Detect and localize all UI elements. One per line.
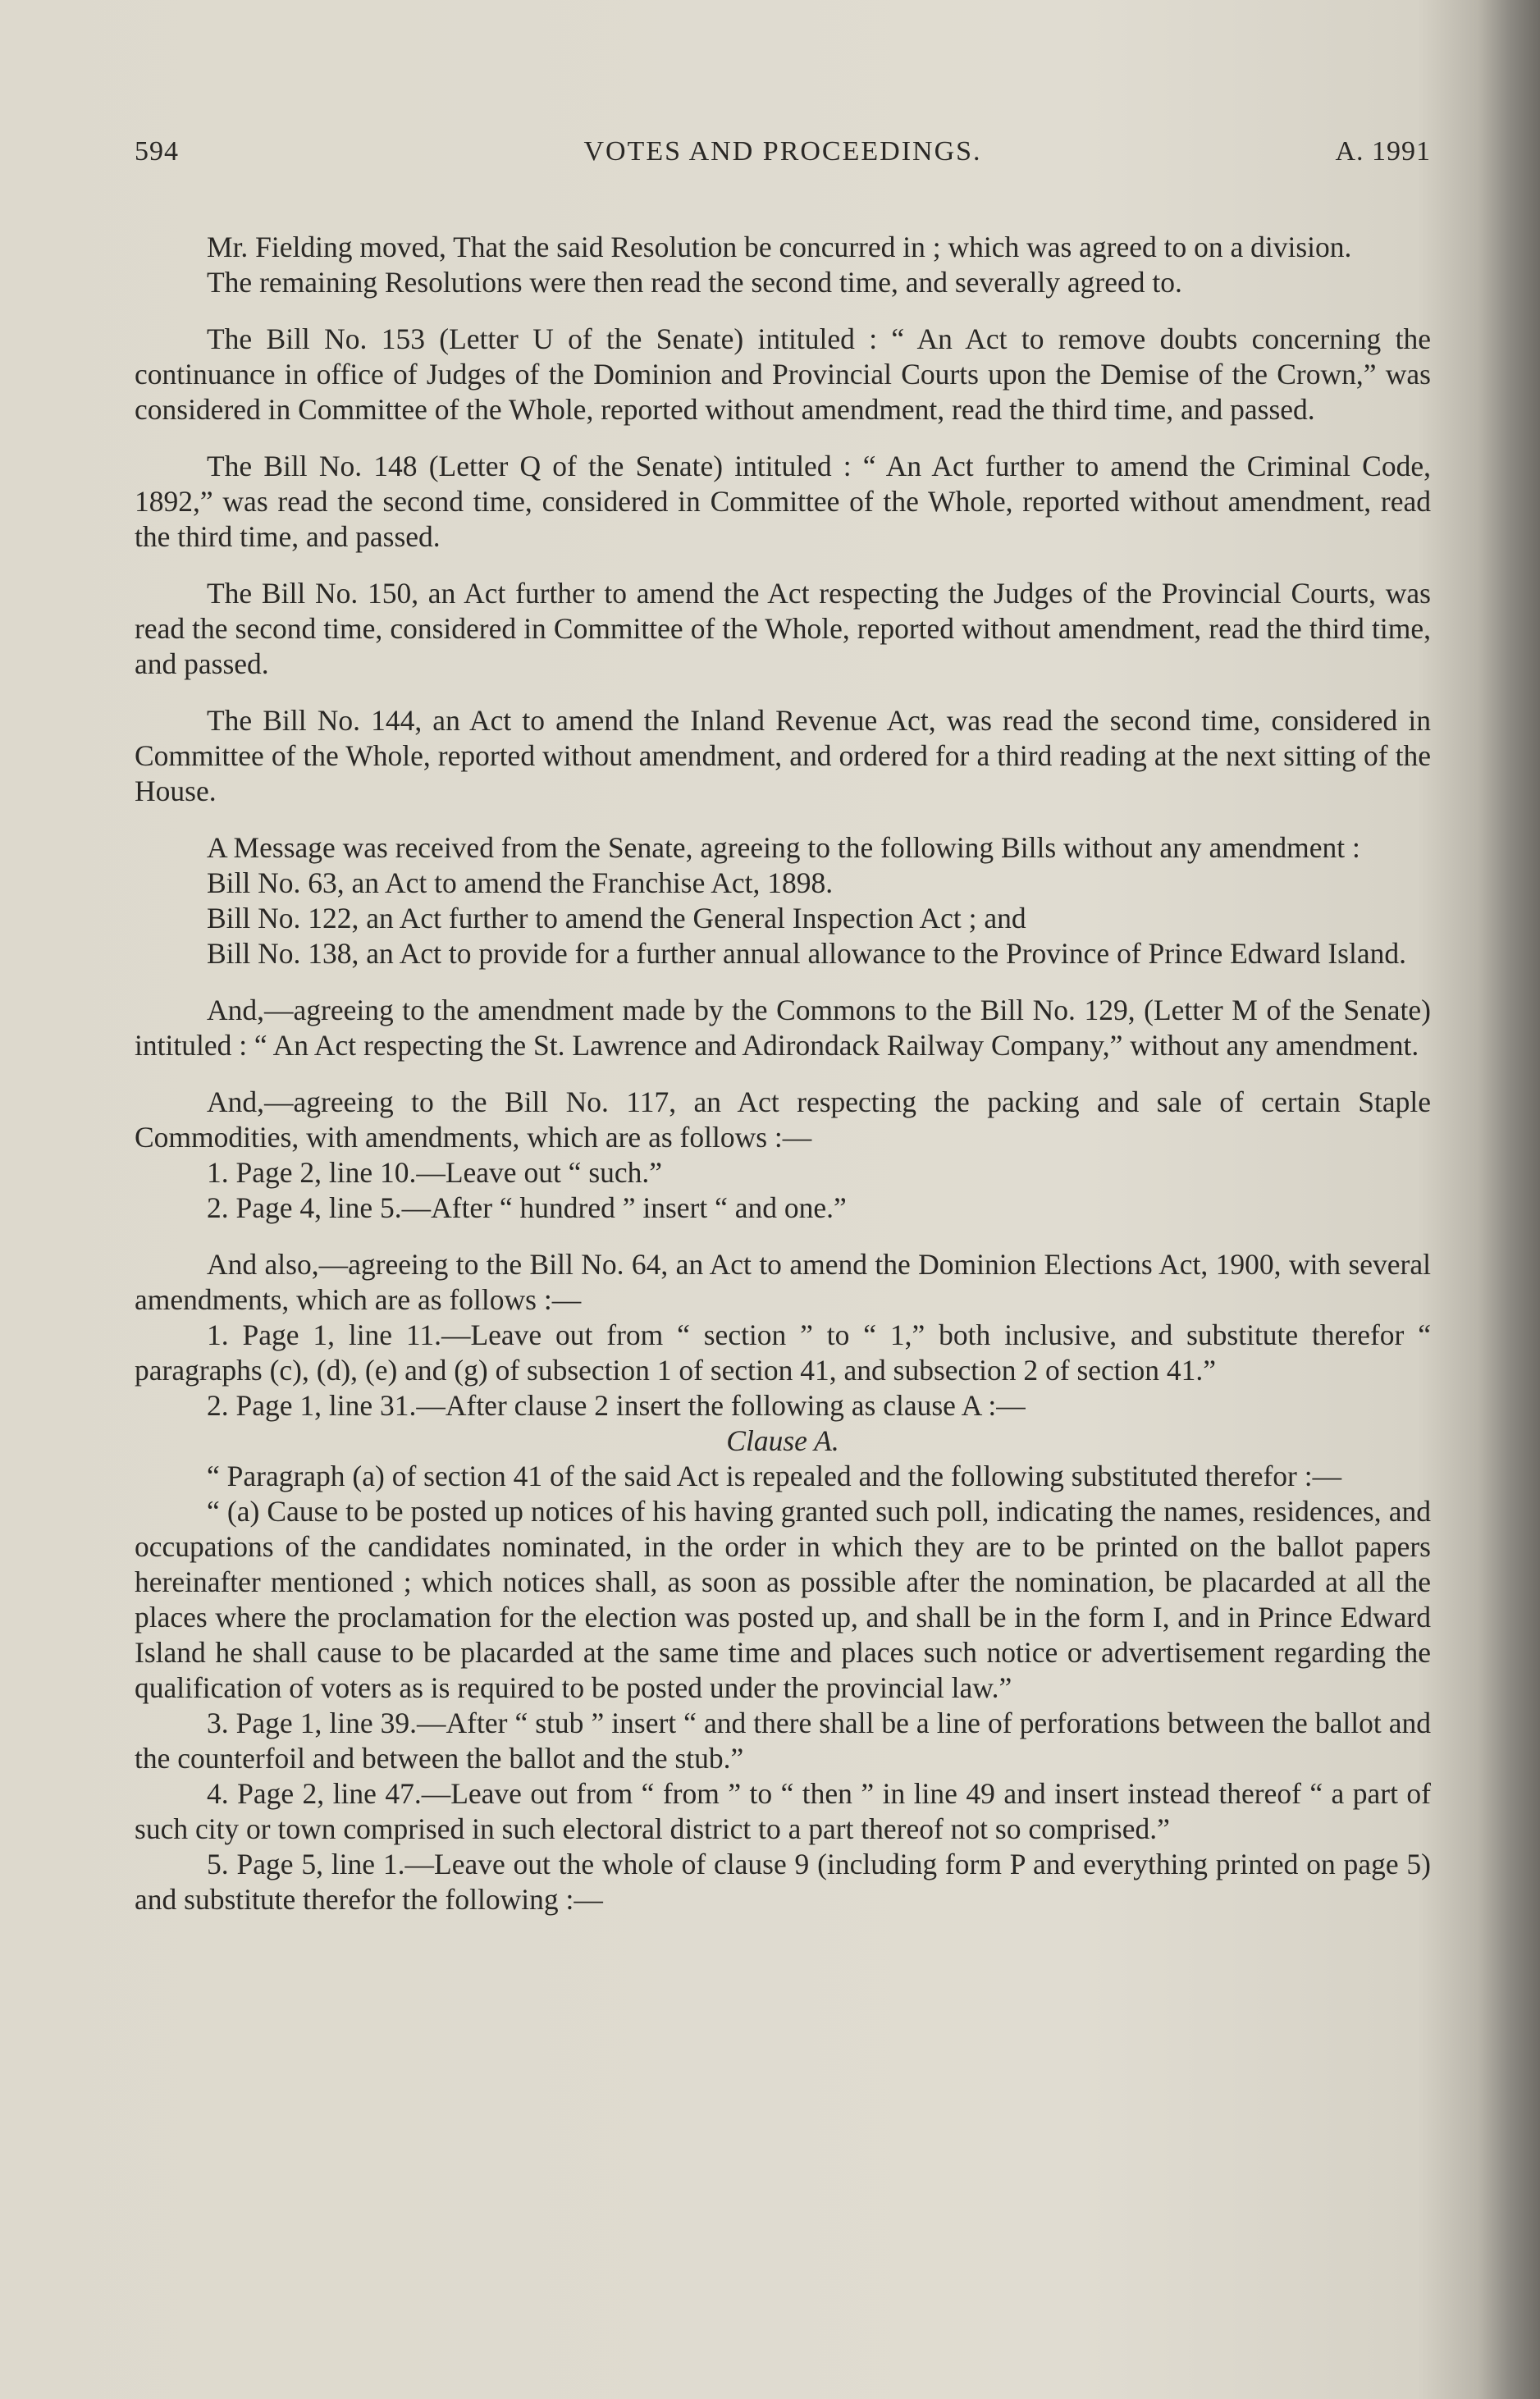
list-item: 3. Page 1, line 39.—After “ stub ” insert “ and there shall be a line of perforations between the ballot and the counterfoil and between the ballot and the stub.” — [135, 1707, 1431, 1775]
paragraph: A Message was received from the Senate, agreeing to the following Bills without any amendment : — [207, 831, 1360, 864]
sessional-code: A. 1991 — [1335, 136, 1431, 167]
paragraph: The Bill No. 144, an Act to amend the Inland Revenue Act, was read the second time, considered in Committee of the Whole, reported without amendment, and ordered for a third reading at the next sitting of the House. — [135, 704, 1431, 807]
list-item: Bill No. 138, an Act to provide for a further annual allowance to the Province of Prince Edward Island. — [207, 937, 1406, 970]
paragraph: The Bill No. 150, an Act further to amend the Act respecting the Judges of the Provincial Courts, was read the second time, considered in Committee of the Whole, reported without amendment, read the third time, and passed. — [135, 577, 1431, 680]
paragraph: The remaining Resolutions were then read the second time, and severally agreed to. — [207, 266, 1182, 299]
paragraph: The Bill No. 153 (Letter U of the Senate) intituled : “ An Act to remove doubts concerning the continuance in office of Judges of the Dominion and Provincial Courts upon the Demise of the Crown,” was considered in Committee of the Whole, reported without amendment, read the third time, and passed. — [135, 322, 1431, 426]
list-item: 2. Page 4, line 5.—After “ hundred ” insert “ and one.” — [207, 1191, 847, 1224]
document-body — [135, 230, 1431, 1917]
list-item: 4. Page 2, line 47.—Leave out from “ from ” to “ then ” in line 49 and insert instead thereof “ a part of such city or town comprised in such electoral district to a part thereof not so comprised.” — [135, 1777, 1431, 1845]
list-item: Bill No. 122, an Act further to amend the General Inspection Act ; and — [207, 902, 1026, 934]
paragraph: And,—agreeing to the amendment made by the Commons to the Bill No. 129, (Letter M of the Senate) intituled : “ An Act respecting the St. Lawrence and Adirondack Railway Company,” without any amendment. — [135, 994, 1431, 1062]
clause-heading: Clause A. — [726, 1424, 839, 1457]
paragraph: And also,—agreeing to the Bill No. 64, an Act to amend the Dominion Elections Act, 1900, with several amendments, which are as follows :— — [135, 1248, 1431, 1316]
paragraph: And,—agreeing to the Bill No. 117, an Act respecting the packing and sale of certain Staple Commodities, with amendments, which are as follows :— — [135, 1085, 1431, 1154]
paragraph: “ Paragraph (a) of section 41 of the said Act is repealed and the following substituted therefor :— — [207, 1460, 1342, 1492]
paragraph: Mr. Fielding moved, That the said Resolution be concurred in ; which was agreed to on a division. — [207, 231, 1352, 263]
page-title: VOTES AND PROCEEDINGS. — [583, 136, 982, 167]
list-item: 5. Page 5, line 1.—Leave out the whole of clause 9 (including form P and everything printed on page 5) and substitute therefor the following :— — [135, 1848, 1431, 1916]
running-header — [135, 136, 1431, 177]
list-item: 1. Page 1, line 11.—Leave out from “ section ” to “ 1,” both inclusive, and substitute therefor “ paragraphs (c), (d), (e) and (g) of subsection 1 of section 41, and subsection 2 of section 41.” — [135, 1318, 1431, 1387]
list-item: 1. Page 2, line 10.—Leave out “ such.” — [207, 1156, 663, 1189]
list-item: Bill No. 63, an Act to amend the Franchise Act, 1898. — [207, 866, 834, 899]
paragraph: The Bill No. 148 (Letter Q of the Senate) intituled : “ An Act further to amend the Criminal Code, 1892,” was read the second time, considered in Committee of the Whole, reported without amendment, read the third time, and passed. — [135, 450, 1431, 553]
page-number: 594 — [135, 136, 179, 167]
list-item: 2. Page 1, line 31.—After clause 2 insert the following as clause A :— — [207, 1389, 1026, 1422]
paragraph: “ (a) Cause to be posted up notices of his having granted such poll, indicating the names, residences, and occupations of the candidates nominated, in the order in which they are to be printed on the ballot papers hereinafter mentioned ; which notices shall, as soon as possible after the nomination, be placarded at all the places where the proclamation for the election was posted up, and shall be in the form I, and in Prince Edward Island he shall cause to be placarded at the same time and places such notice or advertisement regarding the qualification of voters as is required to be posted under the provincial law.” — [135, 1495, 1431, 1704]
